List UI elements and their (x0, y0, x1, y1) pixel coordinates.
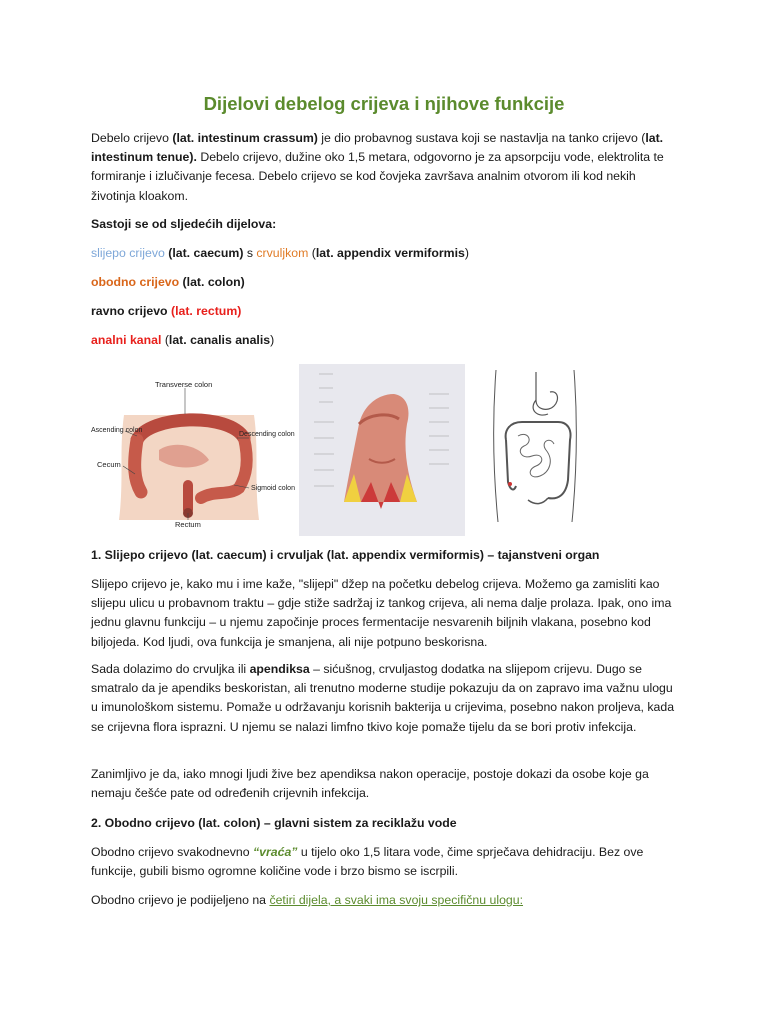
part-colon-name: obodno crijevo (91, 275, 180, 289)
label-cecum: Cecum (97, 460, 121, 469)
part-appendix-latin: lat. appendix vermiformis (315, 246, 465, 260)
part-anal-canal-latin: lat. canalis analis (168, 333, 271, 347)
intro-text-1: Debelo crijevo (91, 131, 173, 145)
section2-p2-text-a: Obodno crijevo je podijeljeno na (91, 893, 270, 907)
part-appendix-close: ) (464, 246, 469, 260)
section1-paragraph-3: Zanimljivo je da, iako mnogi ljudi žive bez apendiksa nakon operacije, postoje dokazi da osobe koje ga nemaju češće pate od određenih crijevnih infekcija. (91, 767, 649, 801)
part-rectum-name: ravno crijevo (91, 304, 171, 318)
intro-latin-tenue: lat. intestinum tenue). (91, 131, 664, 165)
part-caecum-latin: (lat. caecum) (168, 246, 244, 260)
part-rectum (91, 302, 681, 321)
section2-p1-text-c: u tijelo oko 1,5 litara vode, čime sprječava dehidraciju. Bez ove funkcije, gubili bismo ogromne količine vode i brzo bismo se iscrpili. (91, 845, 644, 879)
section1-paragraph-1: Slijepo crijevo je, kako mu i ime kaže, "slijepi" džep na početku debelog crijeva. Možemo ga zamisliti kao slijepu ulicu u probavnom traktu – gdje stiže sadržaj iz tankog crijeva, ali nema dalje prolaza. Ipak, ono ima jednu glavnu funkciju – u njemu započinje proces fermentacije nesvarenih biljnih vlakana, posebno kod biljojeda. Kod ljudi, ova funkcija je smanjena, ali nije potpuno beskorisna. (91, 577, 672, 649)
page-title: Dijelovi debelog crijeva i njihove funkcije (203, 93, 565, 114)
section1-p2-text-c: – sićušnog, crvuljastog dodatka na slijepom crijevu. Dugo se smatralo da je apendiks beskoristan, ali trenutno moderne studije pokazuju da on zapravo ima važnu ulogu u imunološkom sistemu. Pomaže u održavanju korisnih bakterija u crijevima, posebno nakon proljeva, kada se crijevna flora isprazni. U njemu se nalazi limfno tkivo koje pomaže tijelu da se bori protiv infekcija. (91, 662, 675, 734)
intro-latin-crassum: (lat. intestinum crassum) (172, 131, 318, 145)
part-colon-latin: (lat. colon) (179, 275, 245, 289)
parts-heading: Sastoji se od sljedećih dijelova: (91, 217, 277, 231)
section2-paragraph-2 (91, 891, 681, 910)
label-descending-colon: Descending colon (239, 431, 295, 438)
colon-anatomy-figure (89, 370, 295, 530)
intro-text-3: je dio probavnog sustava koji se nastavlja na tanko crijevo ( (317, 131, 646, 145)
section1-p2-apendiks: apendiksa (249, 662, 310, 676)
section2-paragraph-1 (91, 843, 681, 881)
section1-paragraph-2 (91, 660, 681, 737)
part-anal-canal-name: analni kanal (91, 333, 162, 347)
section1-heading: 1. Slijepo crijevo (lat. caecum) i crvuljak (lat. appendix vermiformis) – tajanstveni organ (91, 548, 600, 562)
part-caecum-s: s (243, 246, 257, 260)
rectum-section-figure (299, 364, 465, 536)
label-transverse-colon: Transverse colon (155, 380, 213, 389)
label-ascending-colon: Ascending colon (91, 427, 143, 434)
section1-p2-text-a: Sada dolazimo do crvuljka ili (91, 662, 250, 676)
part-appendix-name: crvuljkom (256, 246, 309, 260)
part-anal-canal (91, 331, 681, 350)
section2-heading: 2. Obodno crijevo (lat. colon) – glavni sistem za reciklažu vode (91, 816, 457, 830)
part-caecum (91, 244, 681, 263)
intro-paragraph (91, 129, 681, 206)
label-sigmoid-colon: Sigmoid colon (251, 485, 295, 492)
section2-p1-vraca: “vraća” (253, 845, 298, 859)
intro-text-5: Debelo crijevo, dužine oko 1,5 metara, odgovorno je za apsorpciju vode, elektrolita te formiranje i izlučivanje fecesa. Debelo crijevo se kod čovjeka završava analnim otvorom ili kod nekih životinja kloakom. (91, 150, 664, 203)
part-appendix-open: ( (308, 246, 316, 260)
label-rectum: Rectum (175, 520, 201, 529)
four-parts-link[interactable]: četiri dijela, a svaki ima svoju specifičnu ulogu: (269, 893, 524, 907)
part-caecum-name: slijepo crijevo (91, 246, 165, 260)
part-rectum-latin: (lat. rectum) (170, 304, 242, 318)
part-anal-close: ) (270, 333, 275, 347)
part-colon (91, 273, 681, 292)
section2-p1-text-a: Obodno crijevo svakodnevno (91, 845, 254, 859)
digestive-system-figure (488, 370, 582, 522)
part-anal-open: ( (161, 333, 169, 347)
